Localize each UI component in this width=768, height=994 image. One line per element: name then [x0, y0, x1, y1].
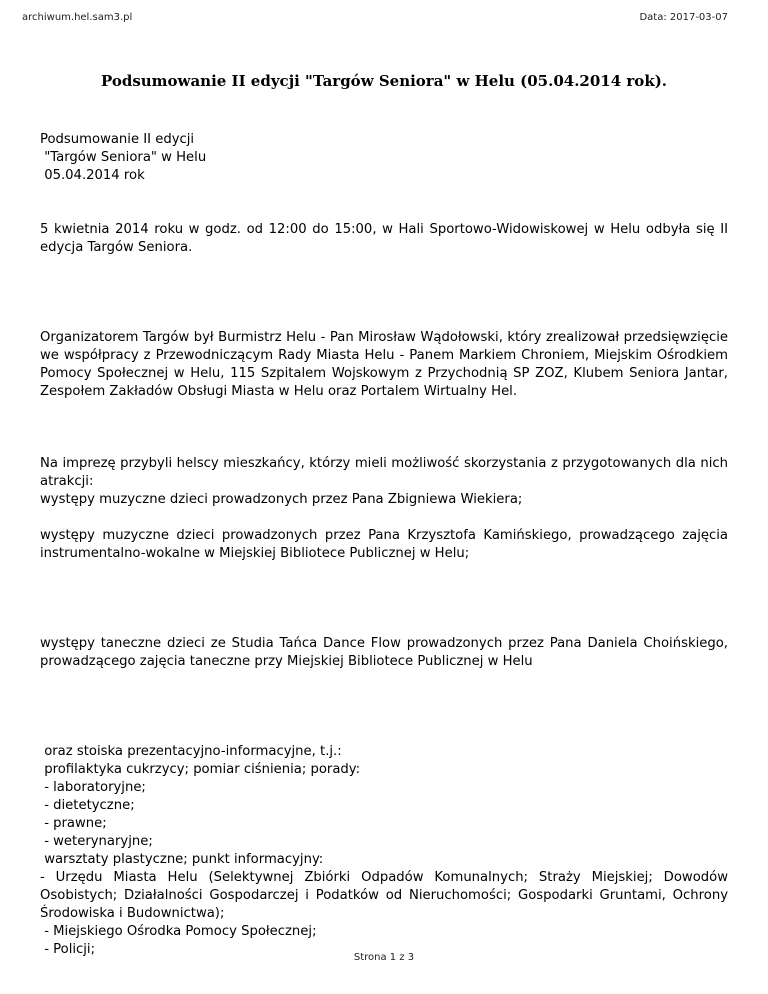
site-url: archiwum.hel.sam3.pl [22, 12, 133, 23]
page-title: Podsumowanie II edycji "Targów Seniora" w Helu (05.04.2014 rok). [100, 72, 668, 90]
paragraph-organizer: Organizatorem Targów był Burmistrz Helu - Pan Mirosław Wądołowski, który zrealizował przedsięwzięcie we współpracy z Przewodniczącym Rady Miasta Helu - Panem Markiem Chroniem, Miejskim Ośrodkiem Pomocy Społecznej w Helu, 115 Szpitalem Wojskowym z Przychodnią SP ZOZ, Klubem Seniora Jantar, Zespołem Zakładów Obsługi Miasta w Helu oraz Portalem Wirtualny Hel. [40, 330, 728, 399]
intro-line: 05.04.2014 rok [40, 168, 145, 183]
list-item: profilaktyka cukrzycy; pomiar ciśnienia; porady: [40, 762, 361, 777]
intro-line: Podsumowanie II edycji [40, 132, 195, 147]
paragraph-event-date: 5 kwietnia 2014 roku w godz. od 12:00 do 15:00, w Hali Sportowo-Widowiskowej w Helu odbyła się II edycja Targów Seniora. [40, 222, 728, 255]
paragraph-attractions: Na imprezę przybyli helscy mieszkańcy, którzy mieli możliwość skorzystania z przygotowanych dla nich atrakcji: [40, 456, 728, 489]
list-item: warsztaty plastyczne; punkt informacyjny: [40, 852, 324, 867]
export-date: Data: 2017-03-07 [639, 12, 728, 23]
stands-list [40, 743, 728, 959]
list-item: - prawne; [40, 816, 107, 831]
intro-line: "Targów Seniora" w Helu [40, 150, 207, 165]
intro-block [40, 131, 728, 185]
list-item: - Miejskiego Ośrodka Pomocy Społecznej; [40, 924, 317, 939]
article-body [40, 131, 728, 959]
page-number: Strona 1 z 3 [353, 952, 415, 963]
list-item: - dietetyczne; [40, 798, 135, 813]
attraction-item: występy muzyczne dzieci prowadzonych przez Pana Zbigniewa Wiekiera; [40, 492, 523, 507]
stands-intro: oraz stoiska prezentacyjno-informacyjne, t.j.: [40, 744, 342, 759]
list-item: - weterynaryjne; [40, 834, 153, 849]
attraction-item: występy taneczne dzieci ze Studia Tańca Dance Flow prowadzonych przez Pana Daniela Choińskiego, prowadzącego zajęcia taneczne przy Miejskiej Bibliotece Publicznej w Helu [40, 636, 728, 669]
list-item: - laboratoryjne; [40, 780, 146, 795]
list-item: - Urzędu Miasta Helu (Selektywnej Zbiórki Odpadów Komunalnych; Straży Miejskiej; Dowodów Osobistych; Działalności Gospodarczej i Podatków od Nieruchomości; Gospodarki Gruntami, Ochrony Środowiska i Budownictwa); [40, 870, 728, 921]
attraction-item: występy muzyczne dzieci prowadzonych przez Pana Krzysztofa Kamińskiego, prowadzącego zajęcia instrumentalno-wokalne w Miejskiej Bibliotece Publicznej w Helu; [40, 528, 728, 561]
list-item: - Policji; [40, 942, 96, 957]
